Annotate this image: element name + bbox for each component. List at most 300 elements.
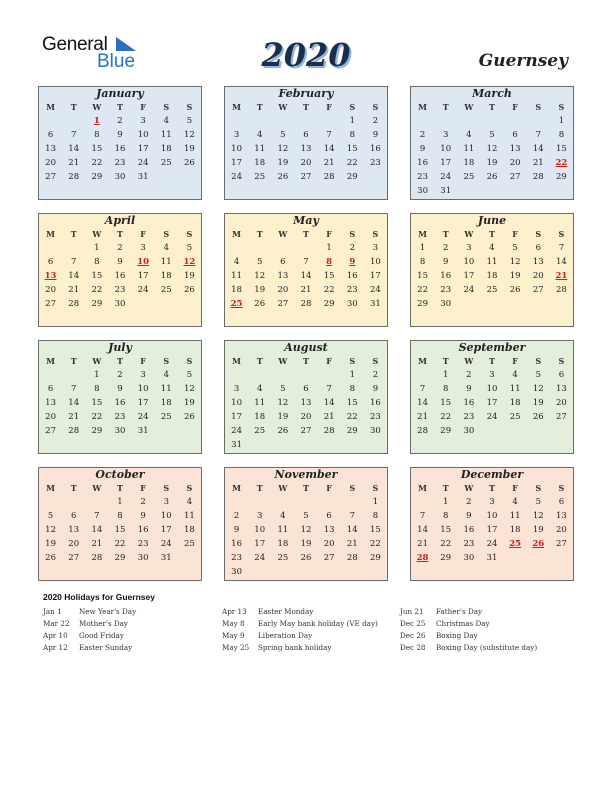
- day-cell: 27: [277, 299, 289, 309]
- day-cell: 19: [45, 539, 56, 549]
- day-cell: 26: [277, 426, 289, 436]
- day-cell: 24: [231, 172, 242, 182]
- holiday-column: [222, 606, 378, 654]
- empty-day-cell: [225, 241, 248, 255]
- day-cell: 1: [94, 370, 100, 380]
- empty-day-cell: [457, 184, 480, 198]
- weekday-label: M: [418, 102, 427, 112]
- day-cell: 27: [323, 553, 335, 563]
- day-cell: 24: [440, 172, 452, 182]
- day-cell: 13: [323, 525, 335, 535]
- holiday-day-cell: 25: [509, 539, 522, 549]
- day-cell: 23: [114, 285, 126, 295]
- holiday-item: [222, 606, 378, 618]
- day-cell: 2: [372, 370, 379, 380]
- empty-day-cell: [178, 297, 201, 311]
- weekday-label: S: [349, 356, 356, 366]
- week-row: [411, 170, 573, 184]
- holiday-item: [43, 618, 136, 630]
- day-cell: 17: [231, 412, 242, 422]
- day-cell: 3: [233, 130, 240, 140]
- empty-day-cell: [178, 424, 201, 438]
- weekday-header: [225, 101, 387, 114]
- empty-day-cell: [364, 170, 387, 184]
- day-cell: 8: [558, 130, 565, 140]
- empty-day-cell: [62, 114, 85, 128]
- day-cell: 4: [280, 511, 286, 521]
- week-row: [225, 255, 387, 269]
- day-cell: 4: [512, 497, 518, 507]
- week-row: [225, 551, 387, 565]
- day-cell: 19: [277, 412, 289, 422]
- weekday-label: W: [278, 356, 288, 366]
- empty-day-cell: [155, 297, 178, 311]
- weekday-label: M: [418, 356, 427, 366]
- empty-day-cell: [294, 114, 317, 128]
- week-row: [39, 269, 201, 283]
- empty-day-cell: [411, 114, 434, 128]
- day-cell: 8: [419, 257, 426, 267]
- weekday-label: W: [278, 102, 288, 112]
- day-cell: 12: [254, 271, 266, 281]
- month-april: [38, 213, 202, 327]
- weekday-header: [225, 228, 387, 241]
- empty-day-cell: [480, 424, 503, 438]
- day-cell: 9: [419, 144, 426, 154]
- empty-day-cell: [294, 368, 317, 382]
- weekday-label: T: [70, 102, 77, 112]
- weekday-label: S: [186, 356, 193, 366]
- week-row: [225, 156, 387, 170]
- empty-day-cell: [527, 551, 550, 565]
- day-cell: 6: [280, 257, 286, 267]
- weekday-header: [225, 355, 387, 368]
- week-row: [39, 128, 201, 142]
- day-cell: 29: [91, 426, 103, 436]
- weekday-label: T: [117, 229, 123, 239]
- day-cell: 22: [346, 412, 358, 422]
- day-cell: 21: [417, 412, 428, 422]
- day-cell: 19: [184, 144, 195, 154]
- week-row: [225, 128, 387, 142]
- day-cell: 27: [300, 172, 312, 182]
- empty-day-cell: [248, 495, 271, 509]
- day-cell: 29: [370, 553, 381, 563]
- day-cell: 24: [486, 412, 498, 422]
- day-cell: 18: [277, 539, 289, 549]
- week-row: [225, 142, 387, 156]
- weekday-label: M: [418, 229, 427, 239]
- empty-day-cell: [294, 495, 317, 509]
- day-cell: 13: [556, 511, 567, 521]
- day-cell: 14: [68, 144, 80, 154]
- day-cell: 15: [370, 525, 381, 535]
- day-cell: 29: [556, 172, 567, 182]
- day-cell: 23: [370, 158, 381, 168]
- weekday-label: T: [303, 229, 309, 239]
- day-cell: 22: [417, 285, 428, 295]
- holiday-day-cell: 1: [93, 116, 100, 126]
- week-row: [39, 368, 201, 382]
- weekday-label: F: [326, 356, 332, 366]
- day-cell: 13: [277, 271, 289, 281]
- day-cell: 18: [463, 158, 475, 168]
- week-row: [225, 396, 387, 410]
- day-cell: 9: [466, 384, 472, 394]
- day-cell: 18: [486, 271, 498, 281]
- day-cell: 18: [254, 158, 266, 168]
- day-cell: 3: [257, 511, 263, 521]
- day-cell: 25: [463, 172, 475, 182]
- weekday-header: [411, 228, 573, 241]
- day-cell: 10: [463, 257, 475, 267]
- weekday-label: T: [117, 356, 123, 366]
- weekday-label: F: [140, 483, 146, 493]
- day-cell: 27: [509, 172, 521, 182]
- holiday-column: [400, 606, 537, 654]
- week-row: [39, 509, 201, 523]
- day-cell: 23: [114, 412, 126, 422]
- week-row: [411, 269, 573, 283]
- day-cell: 10: [160, 511, 172, 521]
- weekday-label: T: [442, 356, 449, 366]
- day-cell: 27: [45, 299, 56, 309]
- holiday-day-cell: 28: [416, 553, 429, 563]
- day-cell: 30: [114, 299, 126, 309]
- day-cell: 13: [556, 384, 567, 394]
- holiday-name: Mother's Day: [79, 619, 128, 628]
- day-cell: 10: [231, 398, 242, 408]
- year-title: 2020: [261, 36, 351, 74]
- week-row: [225, 495, 387, 509]
- day-cell: 27: [532, 285, 544, 295]
- day-cell: 31: [137, 426, 149, 436]
- month-title: December: [460, 468, 524, 481]
- month-october: [38, 467, 202, 581]
- day-cell: 14: [323, 398, 335, 408]
- day-cell: 8: [372, 511, 379, 521]
- day-cell: 19: [277, 158, 289, 168]
- holiday-date: Apr 10: [43, 631, 68, 640]
- weekday-header: [39, 101, 201, 114]
- week-row: [411, 128, 573, 142]
- weekday-label: T: [256, 356, 263, 366]
- empty-day-cell: [550, 184, 573, 198]
- day-cell: 22: [440, 539, 452, 549]
- day-cell: 23: [231, 553, 242, 563]
- day-cell: 16: [463, 398, 475, 408]
- day-cell: 13: [300, 144, 312, 154]
- day-cell: 23: [346, 285, 358, 295]
- day-cell: 26: [254, 299, 266, 309]
- weekday-label: T: [70, 483, 77, 493]
- day-cell: 14: [91, 525, 103, 535]
- week-row: [411, 114, 573, 128]
- day-cell: 7: [326, 384, 332, 394]
- week-row: [225, 410, 387, 424]
- holiday-date: Jan 1: [43, 607, 62, 616]
- day-cell: 24: [370, 285, 381, 295]
- day-cell: 23: [463, 539, 475, 549]
- empty-day-cell: [527, 297, 550, 311]
- day-cell: 10: [486, 384, 498, 394]
- holiday-name: New Year's Day: [79, 607, 137, 616]
- weekday-label: S: [372, 102, 379, 112]
- empty-day-cell: [434, 114, 457, 128]
- day-cell: 4: [466, 130, 472, 140]
- day-cell: 23: [440, 285, 452, 295]
- month-title: January: [96, 87, 144, 100]
- day-cell: 12: [532, 511, 544, 521]
- day-cell: 16: [440, 271, 452, 281]
- day-cell: 31: [486, 553, 498, 563]
- day-cell: 6: [535, 243, 541, 253]
- empty-day-cell: [271, 495, 294, 509]
- weekday-label: W: [92, 483, 102, 493]
- day-cell: 6: [47, 257, 54, 267]
- empty-day-cell: [411, 368, 434, 382]
- weekday-label: T: [117, 102, 123, 112]
- day-cell: 5: [512, 243, 518, 253]
- weekday-header: [225, 482, 387, 495]
- holiday-item: [222, 618, 378, 630]
- month-july: [38, 340, 202, 454]
- weekday-header: [411, 355, 573, 368]
- holiday-day-cell: 22: [555, 158, 568, 168]
- weekday-label: W: [464, 483, 474, 493]
- day-cell: 30: [114, 426, 126, 436]
- day-cell: 17: [137, 271, 149, 281]
- holiday-item: [400, 630, 537, 642]
- weekday-label: S: [558, 229, 565, 239]
- day-cell: 25: [254, 426, 266, 436]
- day-cell: 24: [463, 285, 475, 295]
- week-row: [225, 509, 387, 523]
- day-cell: 14: [68, 271, 80, 281]
- empty-day-cell: [39, 495, 62, 509]
- week-row: [225, 438, 387, 452]
- weekday-label: S: [535, 483, 542, 493]
- weekday-header: [39, 482, 201, 495]
- week-row: [411, 184, 573, 198]
- day-cell: 3: [443, 130, 449, 140]
- month-march: [410, 86, 574, 200]
- weekday-label: F: [326, 483, 332, 493]
- day-cell: 2: [117, 116, 123, 126]
- day-cell: 26: [184, 412, 195, 422]
- empty-day-cell: [39, 114, 62, 128]
- holiday-day-cell: 9: [349, 257, 356, 267]
- day-cell: 7: [71, 384, 77, 394]
- month-title: March: [472, 87, 512, 100]
- empty-day-cell: [318, 495, 341, 509]
- day-cell: 10: [486, 511, 498, 521]
- day-cell: 12: [184, 130, 195, 140]
- day-cell: 22: [91, 158, 103, 168]
- day-cell: 12: [300, 525, 312, 535]
- week-row: [411, 142, 573, 156]
- empty-day-cell: [318, 368, 341, 382]
- day-cell: 12: [532, 384, 544, 394]
- week-row: [411, 283, 573, 297]
- day-cell: 5: [186, 116, 193, 126]
- day-cell: 2: [443, 243, 449, 253]
- day-cell: 1: [94, 243, 100, 253]
- day-cell: 30: [463, 553, 475, 563]
- day-cell: 21: [532, 158, 544, 168]
- day-cell: 21: [346, 539, 358, 549]
- empty-day-cell: [504, 424, 527, 438]
- day-cell: 21: [91, 539, 103, 549]
- day-cell: 3: [233, 384, 240, 394]
- day-cell: 28: [323, 172, 335, 182]
- week-row: [411, 551, 573, 565]
- day-cell: 20: [556, 525, 567, 535]
- day-cell: 15: [346, 398, 358, 408]
- week-row: [39, 241, 201, 255]
- empty-day-cell: [504, 184, 527, 198]
- holiday-item: [400, 618, 537, 630]
- day-cell: 28: [556, 285, 567, 295]
- day-cell: 9: [117, 130, 123, 140]
- day-cell: 14: [346, 525, 358, 535]
- day-cell: 16: [370, 398, 381, 408]
- day-cell: 20: [532, 271, 544, 281]
- day-cell: 18: [231, 285, 242, 295]
- day-cell: 27: [45, 426, 56, 436]
- day-cell: 22: [346, 158, 358, 168]
- weekday-label: W: [278, 483, 288, 493]
- day-cell: 14: [532, 144, 544, 154]
- day-cell: 11: [277, 525, 289, 535]
- day-cell: 18: [184, 525, 195, 535]
- day-cell: 13: [68, 525, 80, 535]
- day-cell: 21: [417, 539, 428, 549]
- day-cell: 23: [370, 412, 381, 422]
- day-cell: 3: [466, 243, 472, 253]
- empty-day-cell: [271, 114, 294, 128]
- month-title: May: [293, 214, 319, 227]
- weekday-label: F: [512, 229, 518, 239]
- day-cell: 12: [277, 144, 289, 154]
- empty-day-cell: [248, 368, 271, 382]
- week-row: [411, 410, 573, 424]
- day-cell: 20: [277, 285, 289, 295]
- weekday-label: S: [535, 102, 542, 112]
- day-cell: 19: [254, 285, 266, 295]
- country-title: Guernsey: [478, 51, 568, 71]
- empty-day-cell: [480, 114, 503, 128]
- day-cell: 29: [417, 299, 428, 309]
- weekday-label: M: [46, 483, 55, 493]
- empty-day-cell: [248, 241, 271, 255]
- holiday-day-cell: 26: [532, 539, 545, 549]
- day-cell: 10: [137, 384, 149, 394]
- day-cell: 10: [254, 525, 266, 535]
- day-cell: 29: [323, 299, 335, 309]
- day-cell: 20: [45, 285, 56, 295]
- day-cell: 21: [68, 412, 80, 422]
- holiday-item: [222, 642, 378, 654]
- day-cell: 6: [326, 511, 332, 521]
- day-cell: 26: [486, 172, 498, 182]
- day-cell: 16: [114, 144, 126, 154]
- holiday-item: [43, 642, 136, 654]
- week-row: [39, 382, 201, 396]
- holiday-name: Spring bank holiday: [258, 643, 332, 652]
- day-cell: 20: [556, 398, 567, 408]
- day-cell: 19: [532, 398, 544, 408]
- empty-day-cell: [411, 495, 434, 509]
- empty-day-cell: [39, 368, 62, 382]
- day-cell: 25: [254, 172, 266, 182]
- day-cell: 31: [137, 172, 149, 182]
- empty-day-cell: [294, 565, 317, 579]
- weekday-label: M: [232, 356, 241, 366]
- day-cell: 5: [257, 257, 263, 267]
- holiday-column: [43, 606, 136, 654]
- week-row: [225, 241, 387, 255]
- week-row: [411, 523, 573, 537]
- day-cell: 17: [254, 539, 266, 549]
- empty-day-cell: [527, 184, 550, 198]
- empty-day-cell: [271, 565, 294, 579]
- month-february: [224, 86, 388, 200]
- day-cell: 12: [486, 144, 498, 154]
- day-cell: 18: [160, 144, 172, 154]
- day-cell: 1: [419, 243, 426, 253]
- month-june: [410, 213, 574, 327]
- day-cell: 17: [137, 398, 149, 408]
- day-cell: 19: [486, 158, 498, 168]
- day-cell: 7: [349, 511, 355, 521]
- empty-day-cell: [62, 495, 85, 509]
- day-cell: 6: [303, 384, 309, 394]
- day-cell: 30: [346, 299, 358, 309]
- day-cell: 22: [91, 412, 103, 422]
- weekday-label: W: [464, 102, 474, 112]
- weekday-label: W: [92, 356, 102, 366]
- weekday-label: W: [92, 102, 102, 112]
- weekday-label: T: [489, 483, 495, 493]
- day-cell: 9: [140, 511, 146, 521]
- day-cell: 15: [440, 398, 452, 408]
- month-title: October: [95, 468, 145, 481]
- weekday-label: M: [46, 356, 55, 366]
- day-cell: 7: [326, 130, 332, 140]
- day-cell: 21: [323, 158, 335, 168]
- day-cell: 4: [163, 116, 169, 126]
- week-row: [411, 424, 573, 438]
- day-cell: 28: [346, 553, 358, 563]
- weekday-label: M: [232, 483, 241, 493]
- weekday-label: T: [256, 102, 263, 112]
- weekday-label: F: [140, 229, 146, 239]
- weekday-label: S: [349, 229, 356, 239]
- day-cell: 3: [140, 370, 146, 380]
- day-cell: 8: [349, 130, 355, 140]
- holiday-date: May 8: [222, 619, 245, 628]
- weekday-label: F: [512, 356, 518, 366]
- empty-day-cell: [457, 114, 480, 128]
- day-cell: 27: [45, 172, 56, 182]
- day-cell: 29: [440, 553, 452, 563]
- day-cell: 2: [140, 497, 146, 507]
- weekday-label: S: [535, 229, 542, 239]
- day-cell: 6: [558, 497, 565, 507]
- day-cell: 15: [440, 525, 452, 535]
- holiday-day-cell: 8: [326, 257, 333, 267]
